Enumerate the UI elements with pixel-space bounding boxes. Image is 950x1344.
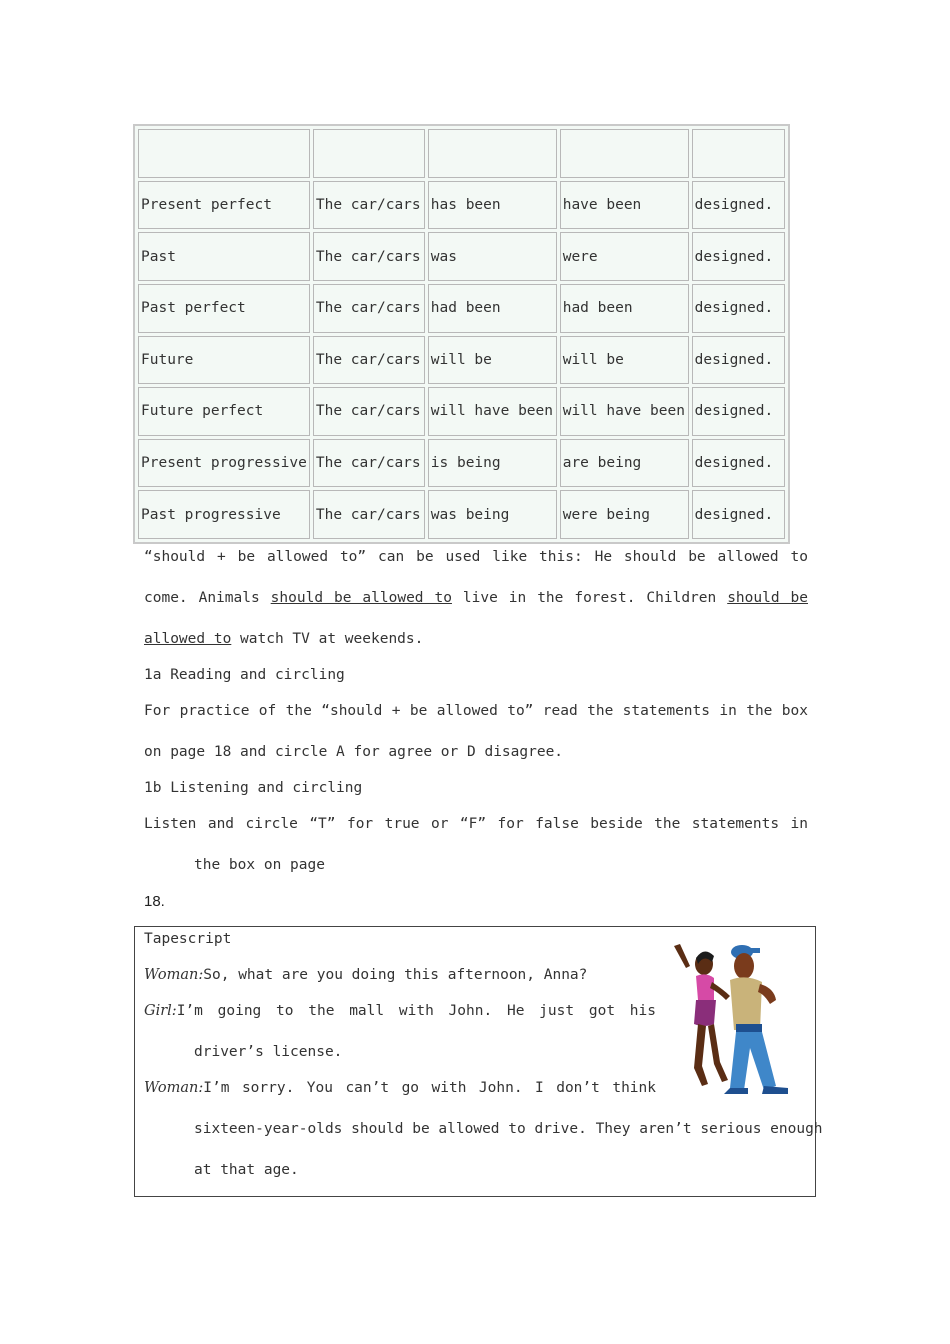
table-row (138, 232, 785, 281)
dialogue-line (144, 1003, 656, 1019)
table-row (138, 284, 785, 333)
table-row (138, 387, 785, 436)
subject-cell: The car/cars (313, 181, 425, 230)
underlined-phrase: should be (727, 590, 808, 606)
table-cell (560, 129, 689, 178)
singular-aux-cell: had been (428, 284, 557, 333)
cartoon-couple-illustration (664, 938, 800, 1098)
plural-aux-cell: have been (560, 181, 689, 230)
singular-aux-cell: will have been (428, 387, 557, 436)
table-cell (313, 129, 425, 178)
plural-aux-cell: will have been (560, 387, 689, 436)
participle-cell: designed. (692, 490, 785, 539)
tapescript-title: Tapescript (144, 931, 232, 947)
participle-cell: designed. (692, 439, 785, 488)
usage-line-2 (144, 590, 808, 606)
usage-line-3 (144, 631, 808, 647)
section-1a-line-1: For practice of the “should + be allowed to” read the statements in the box (144, 703, 808, 719)
speaker-label: Woman: (144, 967, 204, 983)
usage-text: come. Animals (144, 590, 271, 606)
dialogue-line: driver’s license. (194, 1044, 343, 1060)
usage-text: watch TV at weekends. (231, 631, 424, 647)
singular-aux-cell: will be (428, 336, 557, 385)
tense-cell: Future perfect (138, 387, 310, 436)
passive-voice-table (133, 124, 790, 544)
plural-aux-cell: were (560, 232, 689, 281)
plural-aux-cell: had been (560, 284, 689, 333)
tense-cell: Future (138, 336, 310, 385)
section-1a-line-2: on page 18 and circle A for agree or D disagree. (144, 744, 564, 760)
plural-aux-cell: will be (560, 336, 689, 385)
table-cell (692, 129, 785, 178)
subject-cell: The car/cars (313, 439, 425, 488)
speaker-label: Woman: (144, 1080, 204, 1096)
table-row (138, 439, 785, 488)
table-row (138, 336, 785, 385)
dialogue-text: So, what are you doing this afternoon, Anna? (203, 967, 588, 983)
singular-aux-cell: is being (428, 439, 557, 488)
table-cell (428, 129, 557, 178)
subject-cell: The car/cars (313, 336, 425, 385)
tense-cell: Present perfect (138, 181, 310, 230)
underlined-phrase: should be allowed to (270, 590, 452, 606)
dialogue-line (144, 1080, 656, 1096)
plural-aux-cell: were being (560, 490, 689, 539)
dialogue-line: sixteen-year-olds should be allowed to drive. They aren’t serious enough (194, 1121, 823, 1137)
singular-aux-cell: has been (428, 181, 557, 230)
subject-cell: The car/cars (313, 232, 425, 281)
participle-cell: designed. (692, 387, 785, 436)
boy-figure (724, 945, 788, 1094)
singular-aux-cell: was being (428, 490, 557, 539)
participle-cell: designed. (692, 336, 785, 385)
subject-cell: The car/cars (313, 490, 425, 539)
plural-aux-cell: are being (560, 439, 689, 488)
dialogue-line: at that age. (194, 1162, 299, 1178)
usage-text: live in the forest. Children (451, 590, 728, 606)
page-number: 18. (144, 893, 165, 910)
tense-cell: Past perfect (138, 284, 310, 333)
table-header-row (138, 129, 785, 178)
dialogue-text: I’m sorry. You can’t go with John. I don’t think (203, 1080, 656, 1096)
table-row (138, 181, 785, 230)
subject-cell: The car/cars (313, 284, 425, 333)
dialogue-text: I’m going to the mall with John. He just got his (176, 1003, 656, 1019)
dialogue-line (144, 967, 587, 983)
section-1a-heading: 1a Reading and circling (144, 667, 345, 683)
section-1b-line-1: Listen and circle “T” for true or “F” for false beside the statements in (144, 816, 808, 832)
section-1b-heading: 1b Listening and circling (144, 780, 363, 796)
tense-cell: Present progressive (138, 439, 310, 488)
table-cell (138, 129, 310, 178)
participle-cell: designed. (692, 232, 785, 281)
usage-line-1: “should + be allowed to” can be used like this: He should be allowed to (144, 549, 808, 565)
participle-cell: designed. (692, 284, 785, 333)
girl-figure (674, 944, 730, 1086)
tense-cell: Past (138, 232, 310, 281)
singular-aux-cell: was (428, 232, 557, 281)
section-1b-line-2: the box on page (194, 857, 325, 873)
subject-cell: The car/cars (313, 387, 425, 436)
speaker-label: Girl: (144, 1003, 177, 1019)
underlined-phrase: allowed to (144, 631, 232, 647)
participle-cell: designed. (692, 181, 785, 230)
table-row (138, 490, 785, 539)
tense-cell: Past progressive (138, 490, 310, 539)
